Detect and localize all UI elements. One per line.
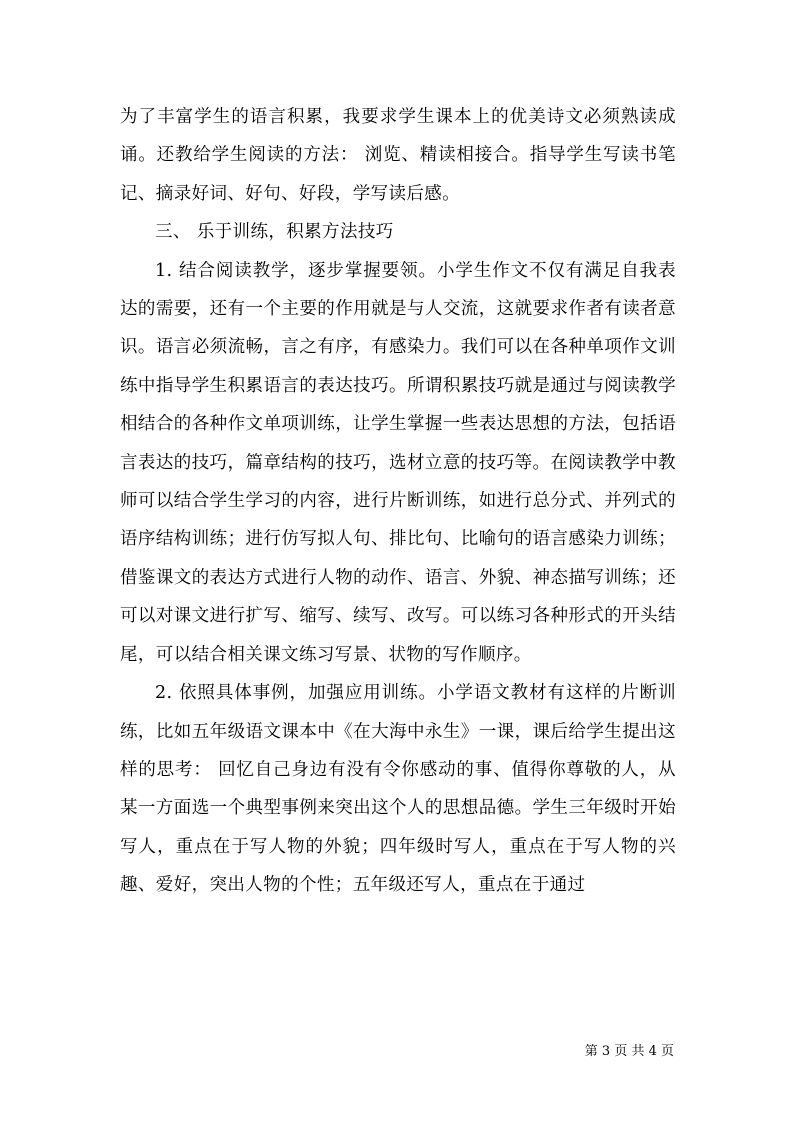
paragraph-continuation: 为了丰富学生的语言积累，我要求学生课本上的优美诗文必须熟读成诵。还教给学生阅读的方法： 浏览、精读相接合。指导学生写读书笔记、摘录好词、好句、好段，学写读后感。 [120, 107, 676, 204]
body-text [120, 98, 676, 905]
paragraph-item-1: 1. 结合阅读教学，逐步掌握要领。小学生作文不仅有满足自我表达的需要，还有一个主要的作用就是与人交流，这就要求作者有读者意识。语言必须流畅，言之有序，有感染力。我们可以在各种单项作文训练中指导学生积累语言的表达技巧。所谓积累技巧就是通过与阅读教学相结合的各种作文单项训练，让学生掌握一些表达思想的方法，包括语言表达的技巧，篇章结构的技巧，选材立意的技巧等。在阅读教学中教师可以结合学生学习的内容，进行片断训练，如进行总分式、并列式的语序结构训练；进行仿写拟人句、排比句、比喻句的语言感染力训练；借鉴课文的表达方式进行人物的动作、语言、外貌、神态描写训练；还可以对课文进行扩写、缩写、续写、改写。可以练习各种形式的开头结尾，可以结合相关课文练习写景、状物的写作顺序。 [120, 260, 676, 665]
page-number-footer: 第 3 页 共 4 页 [584, 1044, 674, 1059]
section-heading: 三、 乐于训练，积累方法技巧 [155, 222, 394, 243]
paragraph-item-2: 2. 依照具体事例，加强应用训练。小学语文教材有这样的片断训练，比如五年级语文课本中《在大海中永生》一课，课后给学生提出这样的思考： 回忆自己身边有没有令你感动的事、值得你尊敬的人，从某一方面选一个典型事例来突出这个人的思想品德。学生三年级时开始写人，重点在于写人物的外貌；四年级时写人，重点在于写人物的兴趣、爱好，突出人物的个性；五年级还写人，重点在于通过 [120, 683, 676, 896]
